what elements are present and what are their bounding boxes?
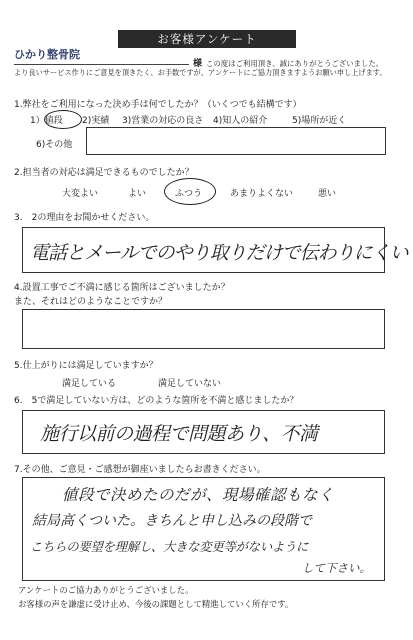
sama-label: 様 [193, 59, 203, 69]
q2-answer-circle [164, 178, 216, 205]
intro-text: より良いサービス作りにご意見を頂きたく、お手数ですが、アンケートにご協力頂きますようお願い申し上げます。 [14, 68, 387, 77]
q1-option-5: 5)場所が近く [292, 116, 347, 126]
q6-handwritten-answer: 施行以前の過程で問題あり、不満 [40, 423, 318, 445]
q1-option-2: 2)実績 [82, 116, 110, 126]
q4-answer-box [22, 309, 385, 349]
q7-handwritten-line-3: こちらの要望を理解し、大きな変更等がないように [30, 539, 309, 554]
q7-handwritten-line-2: 結局高くついた。きちんと申し込みの段階で [32, 513, 312, 529]
q4-question: 4.設置工事でご不満に感じる箇所はございましたか？ [14, 283, 230, 293]
q2-option-3: ふつう [175, 189, 203, 199]
q6-question: 6. 5で満足していない方は、どのような箇所を不満と感じましたか？ [14, 396, 299, 406]
q1-question: 1.弊社をご利用になった決め手は何でしたか？（いくつでも結構です） [14, 100, 302, 110]
q1-answer-circle [44, 110, 82, 129]
footer-thanks: アンケートのご協力ありがとうございました。 [18, 585, 194, 595]
q2-option-4: あまりよくない [230, 189, 294, 199]
q3-handwritten-answer: 電話とメールでのやり取りだけで伝わりにくい [30, 242, 408, 264]
survey-title: お客様アンケート [118, 30, 296, 48]
q5-option-1: 満足している [62, 379, 117, 389]
q2-option-5: 悪い [318, 189, 337, 199]
q7-handwritten-line-4: して下さい。 [302, 561, 371, 575]
q7-question: 7.その他、ご意見・ご感想が御座いましたらお書きください。 [14, 465, 266, 475]
clinic-name: ひかり整骨院 [14, 46, 189, 65]
greeting-text: この度はご利用頂き、誠にありがとうございました。 [206, 59, 384, 68]
q2-question: 2.担当者の対応は満足できるものでしたか？ [14, 168, 194, 178]
q1-option-4: 4)知人の紹介 [213, 116, 268, 126]
q2-option-2: よい [128, 189, 147, 199]
q7-handwritten-line-1: 値段で決めたのだが、現場確認もなく [62, 486, 335, 504]
q1-other-box [86, 127, 386, 155]
footer-commitment: お客様の声を謙虚に受け止め、今後の課題として精進していく所存です。 [18, 599, 294, 609]
q1-option-3: 3)営業の対応の良さ [122, 116, 204, 126]
q5-option-2: 満足していない [158, 379, 222, 389]
q5-question: 5.仕上がりには満足していますか？ [14, 361, 158, 371]
q2-option-1: 大変よい [62, 189, 99, 199]
q4-question-sub: また、それはどのようなことですか？ [14, 297, 168, 307]
q1-other-label: 6)その他 [36, 140, 73, 150]
q3-question: 3. 2の理由をお聞かせください。 [14, 213, 155, 223]
q1-option-1: 1）値段 [30, 116, 63, 126]
